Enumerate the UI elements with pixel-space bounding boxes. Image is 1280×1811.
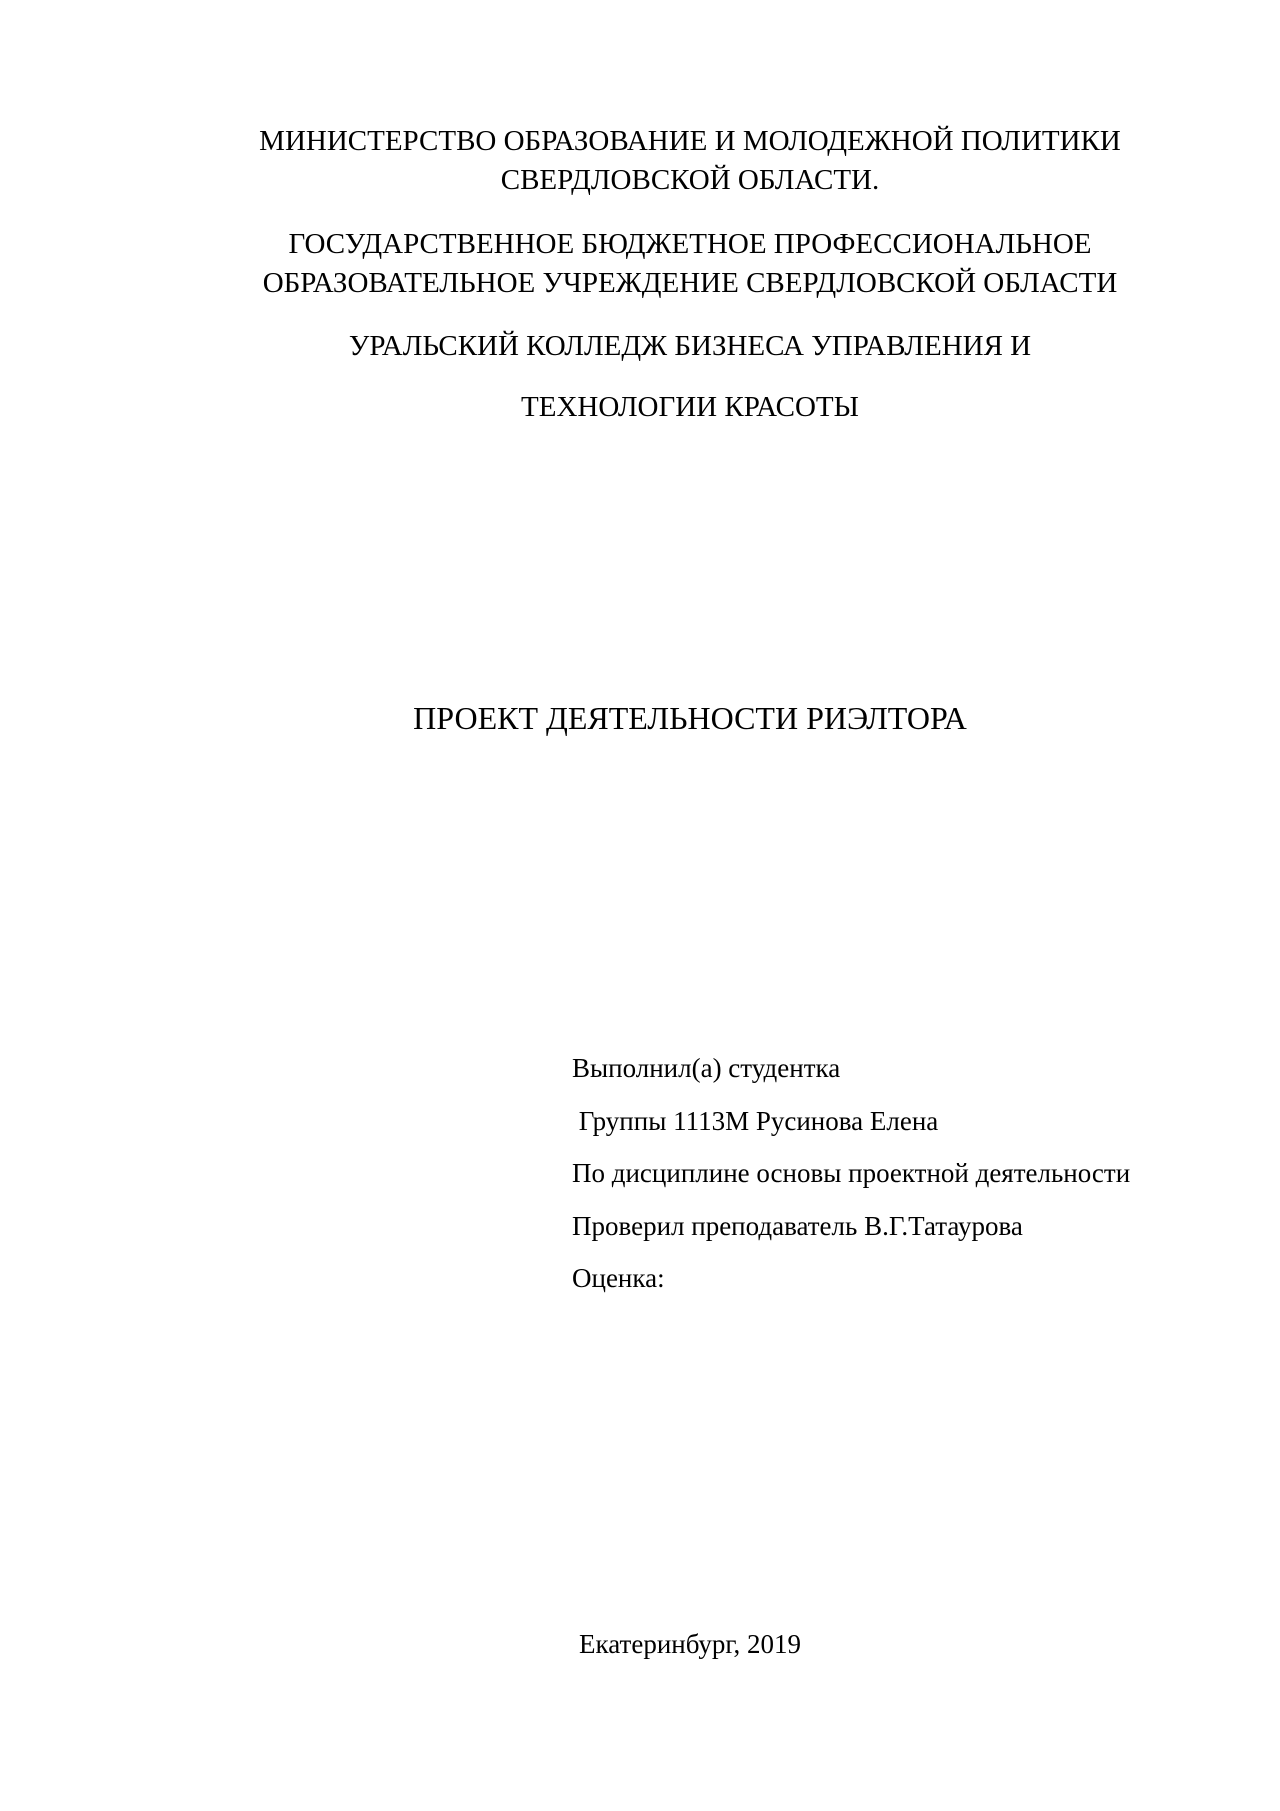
checked-by: Проверил преподаватель В.Г.Татаурова [572,1211,1023,1241]
document-title: ПРОЕКТ ДЕЯТЕЛЬНОСТИ РИЭЛТОРА [413,700,967,736]
ministry-line-2: СВЕРДЛОВСКОЙ ОБЛАСТИ. [500,164,880,196]
college-line-1: УРАЛЬСКИЙ КОЛЛЕДЖ БИЗНЕСА УПРАВЛЕНИЯ И [348,330,1032,362]
city-year: Екатеринбург, 2019 [579,1629,801,1659]
institution-line-2: ОБРАЗОВАТЕЛЬНОЕ УЧРЕЖДЕНИЕ СВЕРДЛОВСКОЙ ОБЛАСТИ [262,267,1118,299]
grade: Оценка: [572,1263,665,1293]
student-group: Группы 1113М Русинова Елена [572,1106,939,1136]
ministry-line-1: МИНИСТЕРСТВО ОБРАЗОВАНИЕ И МОЛОДЕЖНОЙ ПОЛИТИКИ [259,125,1121,157]
institution-line-1: ГОСУДАРСТВЕННОЕ БЮДЖЕТНОЕ ПРОФЕССИОНАЛЬНОЕ [288,228,1092,260]
college-line-2: ТЕХНОЛОГИИ КРАСОТЫ [521,391,859,423]
discipline: По дисциплине основы проектной деятельности [572,1158,1131,1188]
performed-by: Выполнил(а) студентка [572,1053,841,1083]
